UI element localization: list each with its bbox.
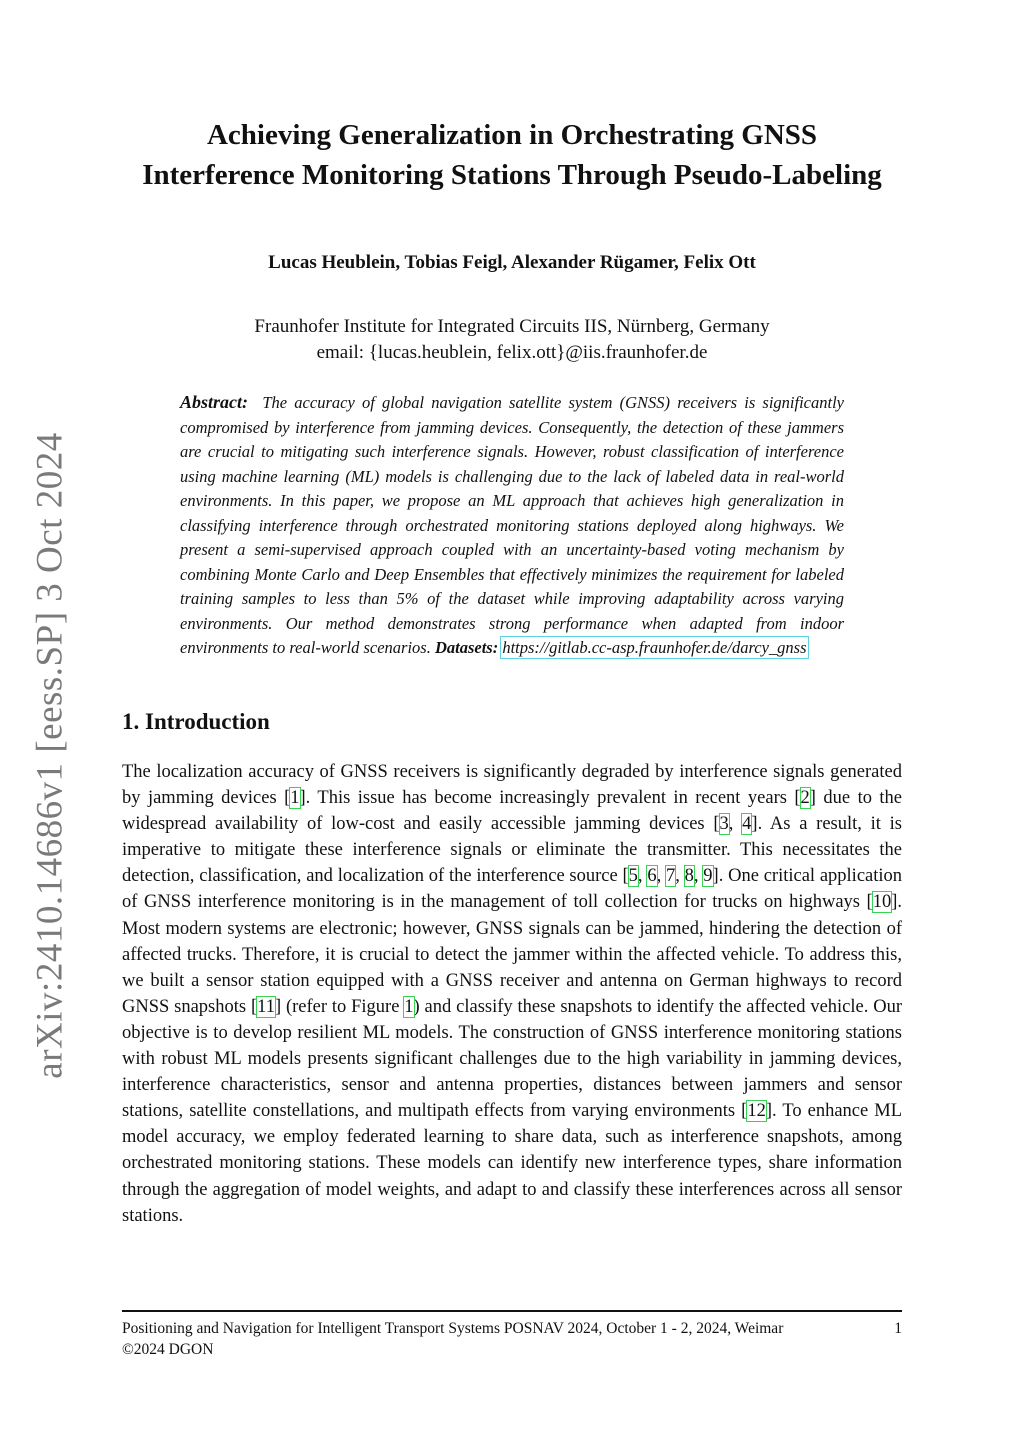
title-line-1: Achieving Generalization in Orchestrating GNSS: [206, 119, 818, 151]
intro-text-segment: ,: [656, 866, 666, 887]
intro-text-segment: ) and classify these snapshots to identify the affected vehicle. Our objective is to develop resilient ML models. The construction of GNSS interference monitoring stations with robust ML models presents significant challenges due to the high variability in jamming devices, interference characteristics, sensor and antenna properties, distances between jammers and sensor stations, satellite constellations, and multipath effects from varying environments [: [122, 996, 902, 1122]
intro-text-segment: ]. One critical application of GNSS interference monitoring is in the management of toll collection for trucks on highways [: [122, 866, 903, 913]
intro-text-segment: ,: [637, 866, 648, 887]
intro-text-segment: ]. This issue has become increasingly prevalent in recent years [: [299, 788, 801, 809]
abstract-text: The accuracy of global navigation satellite system (GNSS) receivers is significantly compromised by interference from jamming devices. Consequently, the detection of these jammers are crucial to mitigating such interference signals. However, robust classification of interference using machine learning (ML) models is challenging due to the lack of labeled data in real-world environments. In this paper, we propose an ML approach that achieves high generalization in classifying interference through orchestrated monitoring stations deployed along highways. We present a semi-supervised approach coupled with an uncertainty-based voting mechanism by combining Monte Carlo and Deep Ensembles that effectively minimizes the requirement for labeled training samples to less than 5% of the dataset while improving adaptability across varying environments. Our method demonstrates strong performance when adapted from indoor environments to real-world scenarios.: [180, 393, 844, 657]
abstract: [180, 390, 844, 661]
affiliation-institute: Fraunhofer Institute for Integrated Circuits IIS, Nürnberg, Germany: [254, 316, 770, 337]
citation-link[interactable]: 1: [290, 788, 300, 809]
citation-link[interactable]: 5: [628, 866, 638, 887]
affiliation-email: email: {lucas.heublein, felix.ott}@iis.fraunhofer.de: [316, 342, 708, 363]
citation-link[interactable]: 6: [647, 866, 657, 887]
title-line-2: Interference Monitoring Stations Through Pseudo-Labeling: [142, 159, 882, 191]
footer-divider: [122, 1310, 902, 1312]
arxiv-identifier-text: arXiv:2410.14686v1 [eess.SP] 3 Oct 2024: [29, 431, 71, 1079]
citation-link[interactable]: 4: [742, 814, 752, 835]
author-list: Lucas Heublein, Tobias Feigl, Alexander Rügamer, Felix Ott: [268, 252, 756, 273]
arxiv-identifier: [20, 431, 80, 1079]
footer-venue: Positioning and Navigation for Intelligent Transport Systems POSNAV 2024, October 1 - 2, 2024, Weimar: [122, 1320, 784, 1337]
abstract-label: Abstract:: [180, 392, 249, 412]
intro-text-segment: ]. Most modern systems are electronic; however, GNSS signals can be jammed, hindering the detection of affected trucks. Therefore, it is crucial to detect the jammer within the affected vehicle. To address this, we built a sensor station equipped with a GNSS receiver and antenna on German highways to record GNSS snapshots [: [122, 892, 902, 1017]
section-heading-introduction: 1. Introduction: [122, 709, 270, 734]
intro-text-segment: ]. As a result, it is imperative to mitigate these interference signals or eliminate the transmitter. This necessitates the detection, classification, and localization of the interference source [: [122, 814, 903, 887]
citation-link[interactable]: 9: [703, 866, 713, 887]
intro-text-segment: ]. To enhance ML model accuracy, we employ federated learning to share data, such as interference snapshots, among orchestrated monitoring stations. These models can identify new interference types, share information through the aggregation of model weights, and adapt to and classify these interferences across all sensor stations.: [122, 1101, 903, 1226]
intro-text-segment: ,: [728, 814, 743, 835]
footer-copyright: ©2024 DGON: [122, 1341, 214, 1358]
citation-link[interactable]: 7: [665, 866, 676, 887]
affiliation-block: [110, 314, 914, 366]
introduction-paragraph: [122, 759, 902, 1229]
datasets-label: Datasets:: [434, 638, 499, 657]
citation-link[interactable]: 2: [800, 788, 810, 809]
intro-text-segment: The localization accuracy of GNSS receivers is significantly degraded by interference signals generated by jamming devices [: [122, 762, 902, 809]
datasets-link[interactable]: https://gitlab.cc-asp.fraunhofer.de/darcy_gnss: [502, 638, 807, 657]
intro-text-segment: ] (refer to Figure: [274, 996, 405, 1017]
intro-text-segment: ] due to the widespread availability of low-cost and easily accessible jamming devices [: [122, 788, 903, 835]
page-number: 1: [894, 1320, 902, 1337]
figure-reference[interactable]: 1: [404, 996, 414, 1017]
intro-text-segment: ,: [693, 866, 704, 887]
citation-link[interactable]: 10: [872, 892, 892, 913]
citation-link[interactable]: 12: [747, 1101, 766, 1122]
page-footer: [122, 1318, 902, 1360]
intro-text-segment: ,: [675, 866, 685, 887]
paper-title: [110, 115, 914, 195]
citation-link[interactable]: 8: [684, 866, 694, 887]
citation-link[interactable]: 11: [257, 996, 275, 1017]
citation-link[interactable]: 3: [719, 814, 729, 835]
